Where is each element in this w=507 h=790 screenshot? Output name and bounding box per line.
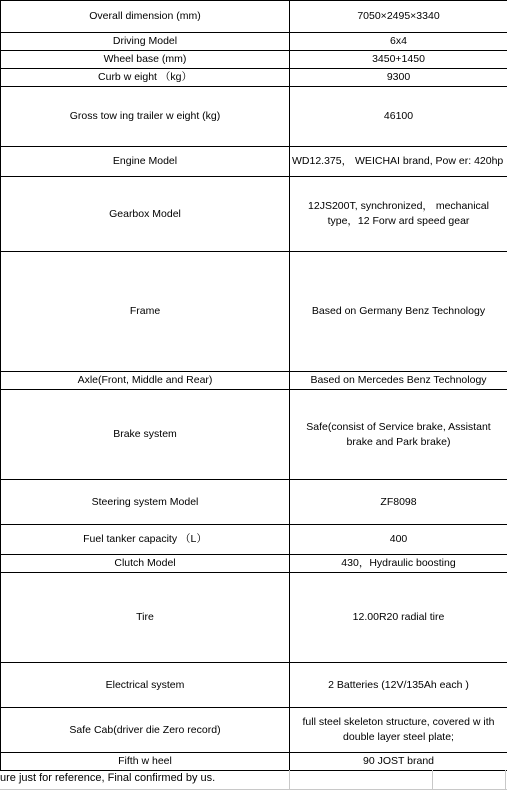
spec-label: Gearbox Model — [1, 177, 290, 252]
spec-value-line: type，12 Forw ard speed gear — [327, 215, 470, 227]
spec-label: Steering system Model — [1, 480, 290, 525]
spec-value-line: 12JS200T, synchronized， mechanical — [308, 200, 489, 212]
spec-value: 9300 — [290, 69, 507, 87]
table-row — [1, 573, 507, 663]
spec-value: 3450+1450 — [290, 51, 507, 69]
spec-label: Brake system — [1, 390, 290, 480]
cell-gridline — [289, 770, 290, 790]
spec-value: 90 JOST brand — [290, 753, 507, 771]
table-row — [1, 147, 507, 177]
spec-label: Fifth w heel — [1, 753, 290, 771]
table-row — [1, 372, 507, 390]
spec-value: 430，Hydraulic boosting — [290, 555, 507, 573]
table-row — [1, 390, 507, 480]
spec-label: Driving Model — [1, 33, 290, 51]
table-row — [1, 480, 507, 525]
spec-label: Engine Model — [1, 147, 290, 177]
cell-gridline — [432, 770, 433, 790]
spec-value — [290, 708, 507, 753]
spec-value: Based on Mercedes Benz Technology — [290, 372, 507, 390]
spec-label: Wheel base (mm) — [1, 51, 290, 69]
table-row — [1, 33, 507, 51]
spec-value-line: double layer steel plate; — [343, 731, 454, 743]
spec-value: ZF8098 — [290, 480, 507, 525]
spec-label: Safe Cab(driver die Zero record) — [1, 708, 290, 753]
spec-label: Axle(Front, Middle and Rear) — [1, 372, 290, 390]
cell-gridline — [505, 770, 506, 790]
spec-value-line: Safe(consist of Service brake, Assistant — [306, 420, 491, 433]
table-row — [1, 663, 507, 708]
table-row — [1, 87, 507, 147]
spec-value: 12.00R20 radial tire — [290, 573, 507, 663]
spec-value: 6x4 — [290, 33, 507, 51]
spec-label: Tire — [1, 573, 290, 663]
spec-label: Overall dimension (mm) — [1, 1, 290, 33]
spec-label: Fuel tanker capacity （L） — [1, 525, 290, 555]
table-row — [1, 555, 507, 573]
spec-value: 7050×2495×3340 — [290, 1, 507, 33]
spec-value: 2 Batteries (12V/135Ah each ) — [290, 663, 507, 708]
spec-label: Frame — [1, 252, 290, 372]
table-row — [1, 525, 507, 555]
footer-note: ure just for reference, Final confirmed by us. — [0, 772, 216, 784]
table-row — [1, 753, 507, 771]
footer-note-row — [0, 770, 507, 790]
spec-label: Gross tow ing trailer w eight (kg) — [1, 87, 290, 147]
spec-value — [290, 390, 507, 480]
spec-label: Clutch Model — [1, 555, 290, 573]
table-row — [1, 69, 507, 87]
table-row — [1, 1, 507, 33]
table-row — [1, 252, 507, 372]
spec-value — [290, 177, 507, 252]
spec-value-line: brake and Park brake) — [346, 435, 451, 448]
spec-value-line: full steel skeleton structure, covered w ith — [302, 716, 495, 728]
table-row — [1, 708, 507, 753]
spec-value: 46100 — [290, 87, 507, 147]
spec-value: Based on Germany Benz Technology — [290, 252, 507, 372]
spec-label: Electrical system — [1, 663, 290, 708]
table-row — [1, 177, 507, 252]
spec-label: Curb w eight （kg） — [1, 69, 290, 87]
table-row — [1, 51, 507, 69]
spec-value: 400 — [290, 525, 507, 555]
spec-value: WD12.375， WEICHAI brand, Pow er: 420hp — [290, 147, 507, 177]
